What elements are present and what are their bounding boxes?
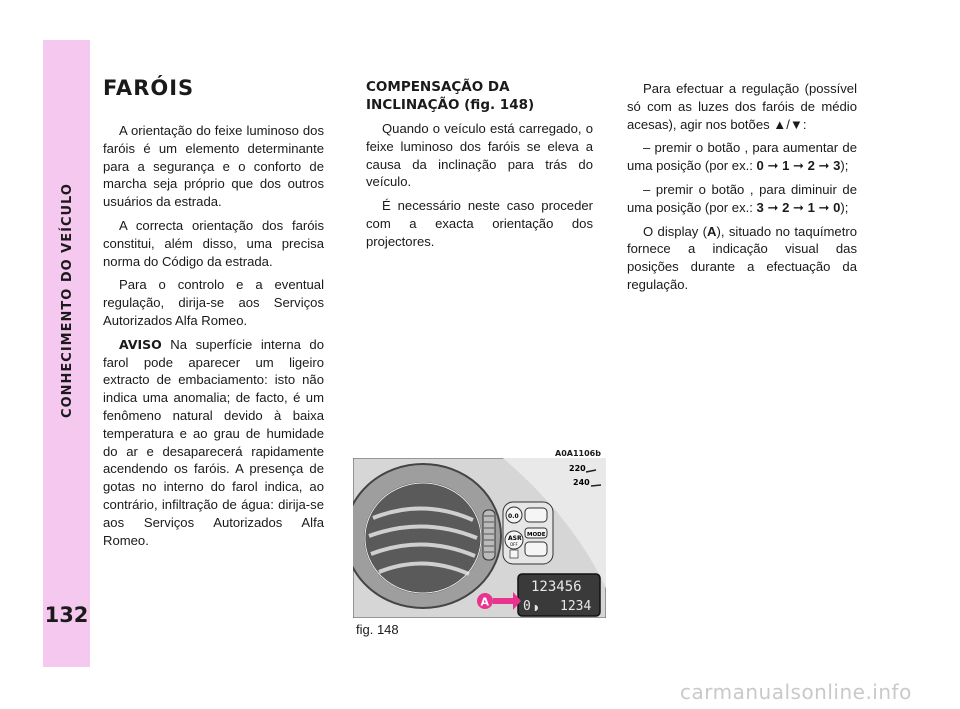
- marker-a-label: A: [480, 595, 490, 609]
- figure-148-dashboard: [353, 458, 606, 618]
- tick-240: [591, 485, 601, 486]
- reset-label: 0.0: [508, 513, 519, 520]
- column-3: [627, 80, 857, 300]
- display-post: ), situado no taquímetro fornece a indicação visual das posições durante a efectuação da regulação.: [627, 223, 857, 292]
- watermark-text: carmanualsonline.info: [680, 680, 912, 704]
- dashboard-illustration: [353, 458, 606, 618]
- column-2: [366, 120, 593, 257]
- paragraph: Para o controlo e a eventual regulação, dirija-se aos Serviços Autorizados Alfa Romeo.: [103, 277, 324, 328]
- headlight-up-button: [525, 508, 547, 522]
- scale-220: 220: [569, 464, 586, 473]
- air-vent-outlet: [365, 483, 481, 593]
- decrease-end: );: [840, 199, 849, 215]
- section-heading-compensacao: [366, 78, 606, 114]
- increase-sequence: 0 ➞ 1 ➞ 2 ➞ 3: [756, 158, 841, 174]
- scale-240: 240: [573, 478, 590, 487]
- column-1: [103, 122, 324, 555]
- trip-reading: 1234: [560, 599, 592, 614]
- figure-caption: fig. 148: [356, 622, 399, 637]
- decrease-text: – premir o botão , para diminuir de uma posição (por ex.:: [627, 181, 857, 215]
- decrease-sequence: 3 ➞ 2 ➞ 1 ➞ 0: [756, 199, 841, 215]
- paragraph-increase: [627, 139, 857, 175]
- page-number: 132: [44, 603, 89, 627]
- figure-code: A0A1106b: [555, 449, 601, 458]
- headlight-down-button: [525, 542, 547, 556]
- paragraph-decrease: [627, 181, 857, 217]
- fuel-icon: [510, 550, 518, 558]
- paragraph: Para efectuar a regulação (possível só com as luzes dos faróis de médio acesas), agir nos botões ▲/▼:: [627, 81, 857, 132]
- paragraph: A correcta orientação dos faróis constitui, além disso, uma precisa norma do Código da estrada.: [103, 217, 324, 269]
- sidebar-title-text: CONHECIMENTO DO VEÍCULO: [59, 182, 75, 418]
- heading-fig-ref: (fig. 148): [464, 97, 535, 113]
- aviso-text: Na superfície interna do farol pode aparecer um ligeiro extracto de embaciamento: isto não indica uma anomalia; de facto, é um fenômeno natural devido à baixa temperatura e ao grau de humidade do ar e desaparecerá rapidamente acendendo os faróis. A presença de gotas no interno do farol indica, ao contrário, infiltração de água: dirija-se aos Serviços Autorizados Alfa Romeo.: [103, 336, 324, 548]
- paragraph: É necessário neste caso proceder com a exacta orientação dos projectores.: [366, 198, 593, 249]
- sidebar-title: [22, 40, 112, 560]
- aviso-paragraph: [103, 336, 324, 550]
- aviso-label: AVISO: [119, 336, 162, 352]
- heading-line-1: COMPENSAÇÃO DA: [366, 79, 510, 95]
- display-pre: O display (: [643, 223, 708, 239]
- headlight-level-reading: 0: [523, 599, 531, 614]
- paragraph: A orientação do feixe luminoso dos faróis é um elemento determinante para a segurança e o conforto de marcha seja próprio que dos outros usuários da estrada.: [103, 123, 324, 210]
- increase-text: – premir o botão , para aumentar de uma posição (por ex.:: [627, 140, 857, 174]
- asr-label: ASR: [508, 535, 522, 542]
- paragraph: Quando o veículo está carregado, o feixe luminoso dos faróis se eleva a causa da inclinação para trás do veículo.: [366, 121, 593, 190]
- odometer-reading: 123456: [531, 579, 582, 595]
- mode-label: MODE: [527, 532, 546, 538]
- heading-line-2-text: INCLINAÇÃO: [366, 97, 460, 113]
- increase-end: );: [840, 158, 849, 174]
- heading-line-2: [366, 96, 606, 114]
- headlight-level-icon: ◗: [534, 603, 539, 612]
- section-heading-farois: FARÓIS: [103, 76, 195, 100]
- paragraph-display: [627, 223, 857, 294]
- asr-off-label: OFF: [510, 542, 518, 547]
- display-label: A: [707, 223, 717, 239]
